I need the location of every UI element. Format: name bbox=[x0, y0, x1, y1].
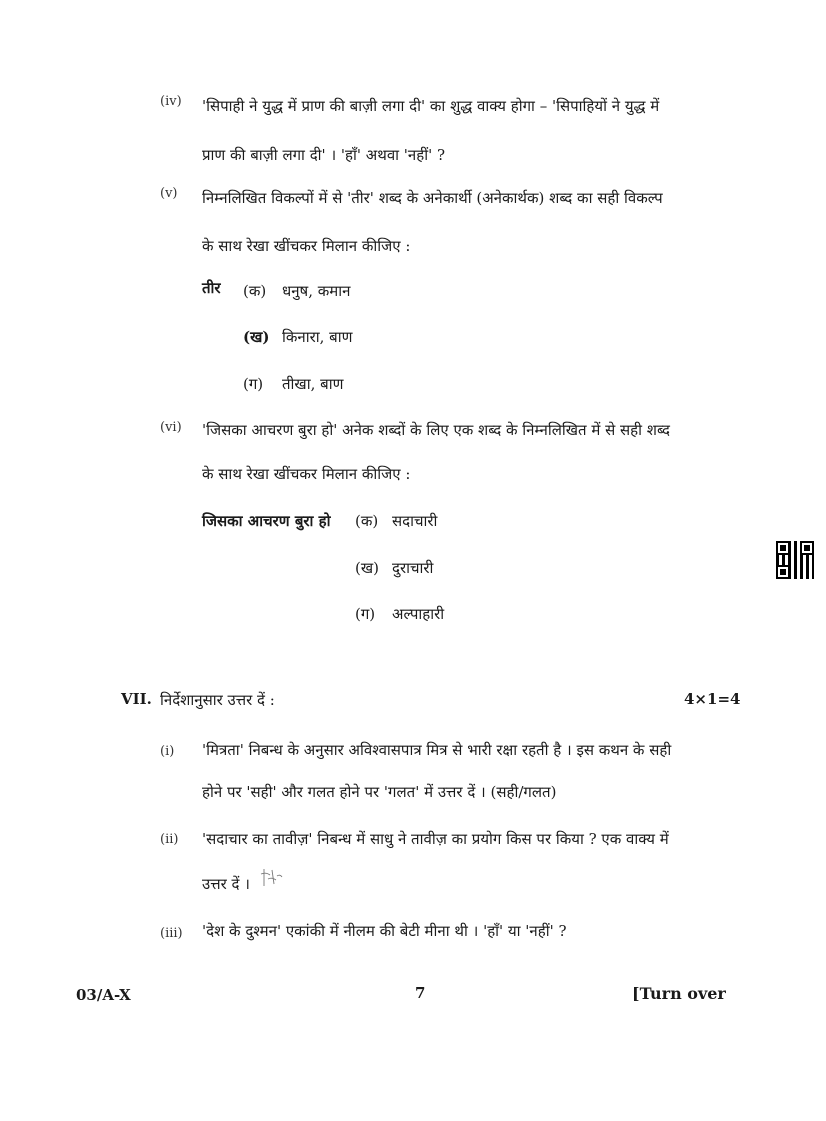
question-text-line1: 'सिपाही ने युद्ध में प्राण की बाज़ी लगा दी' का शुद्ध वाक्य होगा – 'सिपाहियों ने युद्ध में bbox=[202, 97, 660, 115]
section-heading: निर्देशानुसार उत्तर दें : bbox=[160, 691, 275, 709]
match-word: तीर bbox=[202, 279, 221, 297]
option-text: सदाचारी bbox=[392, 512, 438, 530]
option-label: (ग) bbox=[243, 375, 264, 393]
option-text: धनुष, कमान bbox=[282, 282, 351, 300]
question-text-line1: 'मित्रता' निबन्ध के अनुसार अविश्वासपात्र मित्र से भारी रक्षा रहती है । इस कथन के सही bbox=[202, 741, 672, 759]
option-text: किनारा, बाण bbox=[282, 328, 353, 346]
item-number: (v) bbox=[160, 186, 178, 201]
question-text-line2: उत्तर दें । bbox=[202, 875, 250, 893]
question-text-line1: 'जिसका आचरण बुरा हो' अनेक शब्दों के लिए एक शब्द के निम्नलिखित में से सही शब्द bbox=[202, 421, 670, 439]
item-number: (iii) bbox=[160, 926, 183, 941]
qr-code-icon bbox=[776, 541, 814, 579]
option-label: (ग) bbox=[355, 605, 376, 623]
marks-label: 4×1=4 bbox=[684, 690, 741, 708]
option-label: (क) bbox=[355, 512, 379, 530]
paper-code: 03/A-X bbox=[76, 986, 131, 1004]
item-number: (ii) bbox=[160, 832, 179, 847]
question-text-line2: होने पर 'सही' और गलत होने पर 'गलत' में उत्तर दें । (सही/गलत) bbox=[202, 783, 557, 801]
question-text-line2: प्राण की बाज़ी लगा दी' । 'हाँ' अथवा 'नहीं' ? bbox=[202, 146, 446, 164]
option-text: तीखा, बाण bbox=[282, 375, 344, 393]
turn-over-label: [Turn over bbox=[632, 984, 726, 1003]
question-text-line1: 'देश के दुश्मन' एकांकी में नीलम की बेटी मीना थी । 'हाँ' या 'नहीं' ? bbox=[202, 922, 567, 940]
page-number: 7 bbox=[415, 984, 426, 1002]
option-text: दुराचारी bbox=[392, 559, 434, 577]
item-number: (iv) bbox=[160, 94, 182, 109]
match-phrase: जिसका आचरण बुरा हो bbox=[202, 512, 331, 530]
item-number: (vi) bbox=[160, 420, 182, 435]
handwritten-mark bbox=[258, 866, 284, 890]
option-label: (ख) bbox=[355, 559, 379, 577]
option-label: (ख) bbox=[243, 328, 270, 346]
option-text: अल्पाहारी bbox=[392, 605, 445, 623]
section-number: VII. bbox=[121, 690, 152, 708]
option-label: (क) bbox=[243, 282, 267, 300]
question-text-line1: निम्नलिखित विकल्पों में से 'तीर' शब्द के अनेकार्थी (अनेकार्थक) शब्द का सही विकल्प bbox=[202, 189, 663, 207]
question-text-line2: के साथ रेखा खींचकर मिलान कीजिए : bbox=[202, 465, 411, 483]
question-text-line1: 'सदाचार का तावीज़' निबन्ध में साधु ने तावीज़ का प्रयोग किस पर किया ? एक वाक्य में bbox=[202, 830, 669, 848]
item-number: (i) bbox=[160, 744, 175, 759]
question-text-line2: के साथ रेखा खींचकर मिलान कीजिए : bbox=[202, 237, 411, 255]
